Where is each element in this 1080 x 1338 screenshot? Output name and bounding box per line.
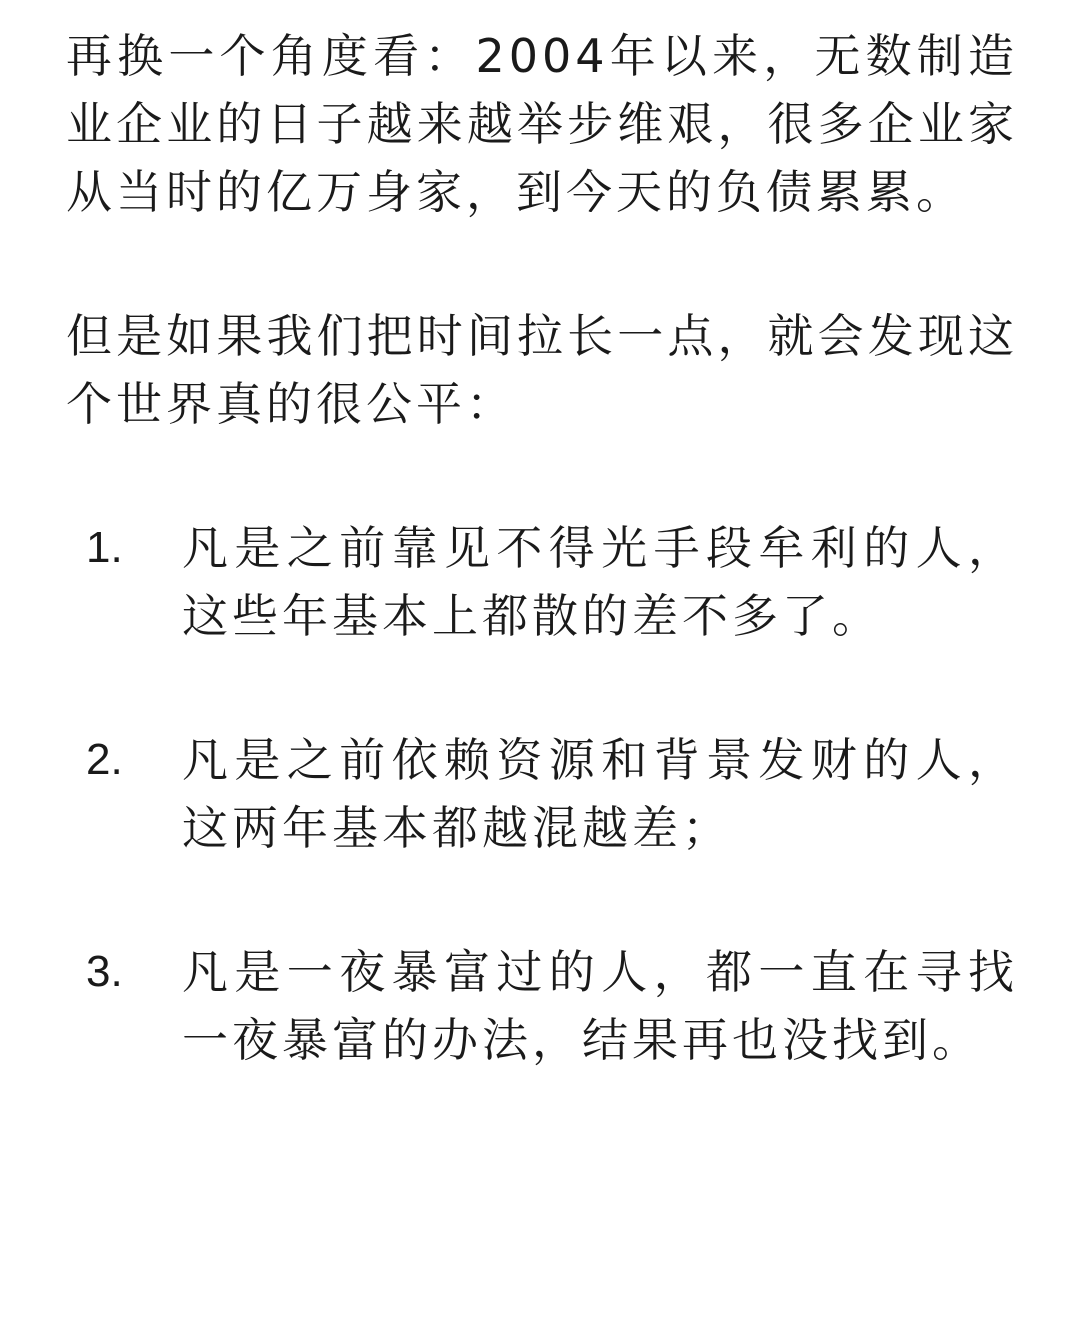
list-item-number: 2.: [86, 735, 123, 784]
list-item-number: 3.: [86, 947, 123, 996]
list-item-text: 凡是之前依赖资源和背景发财的人，这两年基本都越混越差；: [182, 733, 1018, 855]
paragraph: 再换一个角度看：2004年以来，无数制造业企业的日子越来越举步维艰，很多企业家从当时的亿万身家，到今天的负债累累。: [66, 29, 1018, 219]
paragraph: 但是如果我们把时间拉长一点，就会发现这个世界真的很公平：: [66, 309, 1018, 431]
numbered-list: [66, 514, 1018, 1074]
article-body: [66, 22, 1018, 1074]
list-item: [66, 514, 1018, 650]
list-item: [66, 726, 1018, 862]
list-item-number: 1.: [86, 523, 123, 572]
list-item-text: 凡是之前靠见不得光手段牟利的人，这些年基本上都散的差不多了。: [182, 521, 1018, 643]
list-item: [66, 938, 1018, 1074]
list-item-text: 凡是一夜暴富过的人，都一直在寻找一夜暴富的办法，结果再也没找到。: [182, 945, 1018, 1067]
